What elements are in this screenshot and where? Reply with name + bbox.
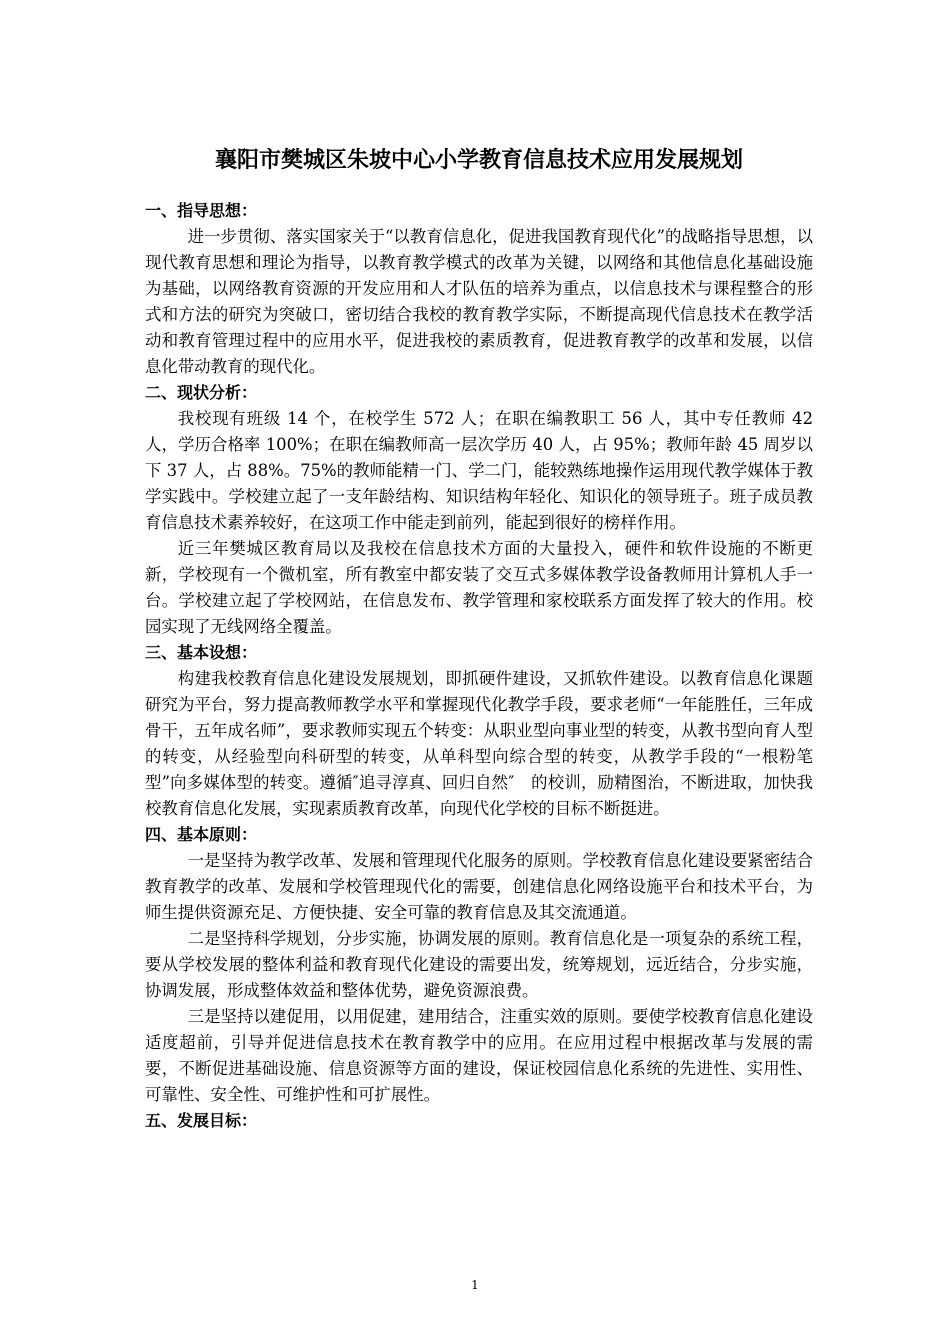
body-paragraph: 一是坚持为教学改革、发展和管理现代化服务的原则。学校教育信息化建设要紧密结合教育教学的改革、发展和学校管理现代化的需要，创建信息化网络设施平台和技术平台，为师生提供资源充足、方便快捷、安全可靠的教育信息及其交流通道。 (145, 851, 813, 922)
section-basic-principles (145, 822, 813, 1108)
body-paragraph: 进一步贯彻、落实国家关于“以教育信息化，促进我国教育现代化”的战略指导思想，以现代教育思想和理论为指导，以教育教学模式的改革为关键，以网络和其他信息化基础设施为基础，以网络教育资源的开发应用和人才队伍的培养为重点，以信息技术与课程整合的形式和方法的研究为突破口，密切结合我校的教育教学实际，不断提高现代信息技术在教学活动和教育管理过程中的应用水平，促进我校的素质教育，促进教育教学的改革和发展，以信息化带动教育的现代化。 (145, 227, 813, 376)
section-heading: 一、指导思想： (145, 201, 258, 220)
body-paragraph: 二是坚持科学规划，分步实施，协调发展的原则。教育信息化是一项复杂的系统工程，要从学校发展的整体利益和教育现代化建设的需要出发，统筹规划，远近结合，分步实施，协调发展，形成整体效益和整体优势，避免资源浪费。 (145, 929, 813, 1000)
body-paragraph: 近三年樊城区教育局以及我校在信息技术方面的大量投入，硬件和软件设施的不断更新，学校现有一个微机室，所有教室中都安装了交互式多媒体教学设备教师用计算机人手一台。学校建立起了学校网站，在信息发布、教学管理和家校联系方面发挥了较大的作用。校园实现了无线网络全覆盖。 (145, 539, 813, 636)
document-title: 襄阳市樊城区朱坡中心小学教育信息技术应用发展规划 (214, 148, 743, 173)
document-body (145, 198, 813, 1134)
page-number: 1 (471, 1278, 479, 1292)
section-development-goals (145, 1108, 813, 1134)
section-heading: 四、基本原则： (145, 825, 258, 844)
body-paragraph: 我校现有班级 14 个，在校学生 572 人；在职在编教职工 56 人，其中专任教师 42 人，学历合格率 100%；在职在编教师高一层次学历 40 人，占 95%；教师年龄 45 周岁以下 37 人，占 88%。75%的教师能精一门、学二门，能较熟练地操作运用现代教学媒体于教学实践中。学校建立起了一支年龄结构、知识结构年轻化、知识化的领导班子。班子成员教育信息技术素养较好，在这项工作中能走到前列，能起到很好的榜样作用。 (145, 409, 813, 532)
section-guiding-ideology (145, 198, 813, 380)
section-heading: 二、现状分析： (145, 383, 258, 402)
section-heading: 五、发展目标： (145, 1111, 258, 1130)
section-basic-concept (145, 640, 813, 822)
body-paragraph: 构建我校教育信息化建设发展规划，即抓硬件建设，又抓软件建设。以教育信息化课题研究为平台，努力提高教师教学水平和掌握现代化教学手段，要求老师“一年能胜任，三年成骨干，五年成名师”，要求教师实现五个转变：从职业型向事业型的转变，从教书型向育人型的转变，从经验型向科研型的转变，从单科型向综合型的转变，从教学手段的“一根粉笔型”向多媒体型的转变。遵循″追寻淳真、回归自然″ 的校训，励精图治，不断进取，加快我校教育信息化发展，实现素质教育改革，向现代化学校的目标不断挺进。 (145, 669, 813, 818)
section-heading: 三、基本设想： (145, 643, 258, 662)
section-status-analysis (145, 380, 813, 640)
body-paragraph: 三是坚持以建促用，以用促建，建用结合，注重实效的原则。要使学校教育信息化建设适度超前，引导并促进信息技术在教育教学中的应用。在应用过程中根据改革与发展的需要，不断促进基础设施、信息资源等方面的建设，保证校园信息化系统的先进性、实用性、可靠性、安全性、可维护性和可扩展性。 (145, 1007, 813, 1104)
